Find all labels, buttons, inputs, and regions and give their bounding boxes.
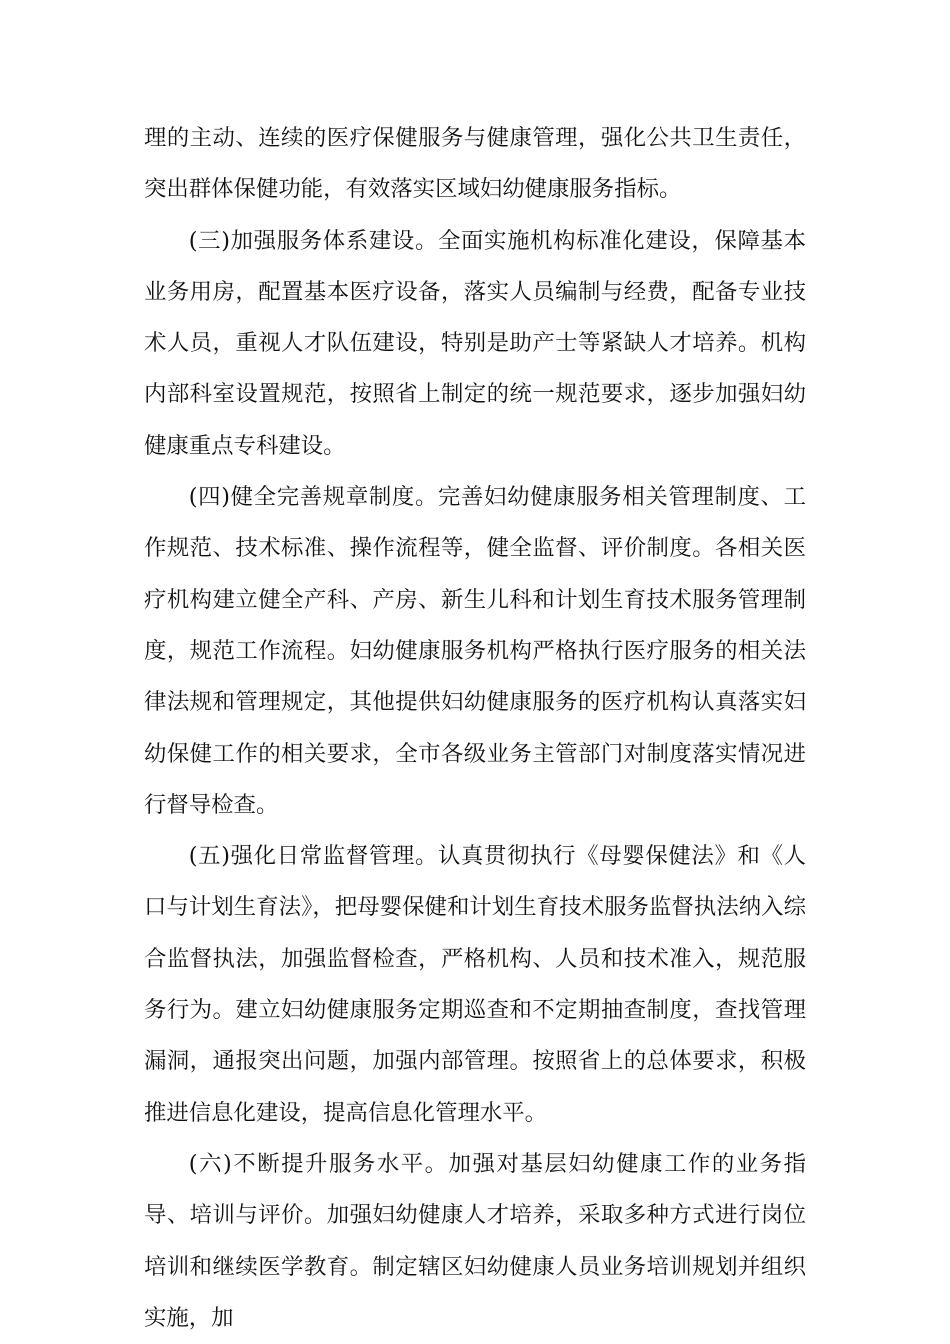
paragraph-section-4: (四)健全完善规章制度。完善妇幼健康服务相关管理制度、工作规范、技术标准、操作流程等，健全监督、评价制度。各相关医疗机构建立健全产科、产房、新生儿科和计划生育技术服务管理制度，规范工作流程。妇幼健康服务机构严格执行医疗服务的相关法律法规和管理规定，其他提供妇幼健康服务的医疗机构认真落实妇幼保健工作的相关要求，全市各级业务主管部门对制度落实情况进行督导检查。 (144, 484, 806, 818)
paragraph-section-3: (三)加强服务体系建设。全面实施机构标准化建设，保障基本业务用房，配置基本医疗设备，落实人员编制与经费，配备专业技术人员，重视人才队伍建设，特别是助产士等紧缺人才培养。机构内部科室设置规范，按照省上制定的统一规范要求，逐步加强妇幼健康重点专科建设。 (144, 227, 806, 459)
document-page (144, 113, 806, 1344)
paragraph-section-6: (六)不断提升服务水平。加强对基层妇幼健康工作的业务指导、培训与评价。加强妇幼健康人才培养，采取多种方式进行岗位培训和继续医学教育。制定辖区妇幼健康人员业务培训规划并组织实施，加 (144, 1150, 806, 1331)
paragraph-continued: 理的主动、连续的医疗保健服务与健康管理，强化公共卫生责任，突出群体保健功能，有效落实区域妇幼健康服务指标。 (144, 125, 806, 203)
paragraph-section-5: (五)强化日常监督管理。认真贯彻执行《母婴保健法》和《人口与计划生育法》，把母婴保健和计划生育技术服务监督执法纳入综合监督执法，加强监督检查，严格机构、人员和技术准入，规范服务行为。建立妇幼健康服务定期巡查和不定期抽查制度，查找管理漏洞，通报突出问题，加强内部管理。按照省上的总体要求，积极推进信息化建设，提高信息化管理水平。 (144, 843, 806, 1126)
